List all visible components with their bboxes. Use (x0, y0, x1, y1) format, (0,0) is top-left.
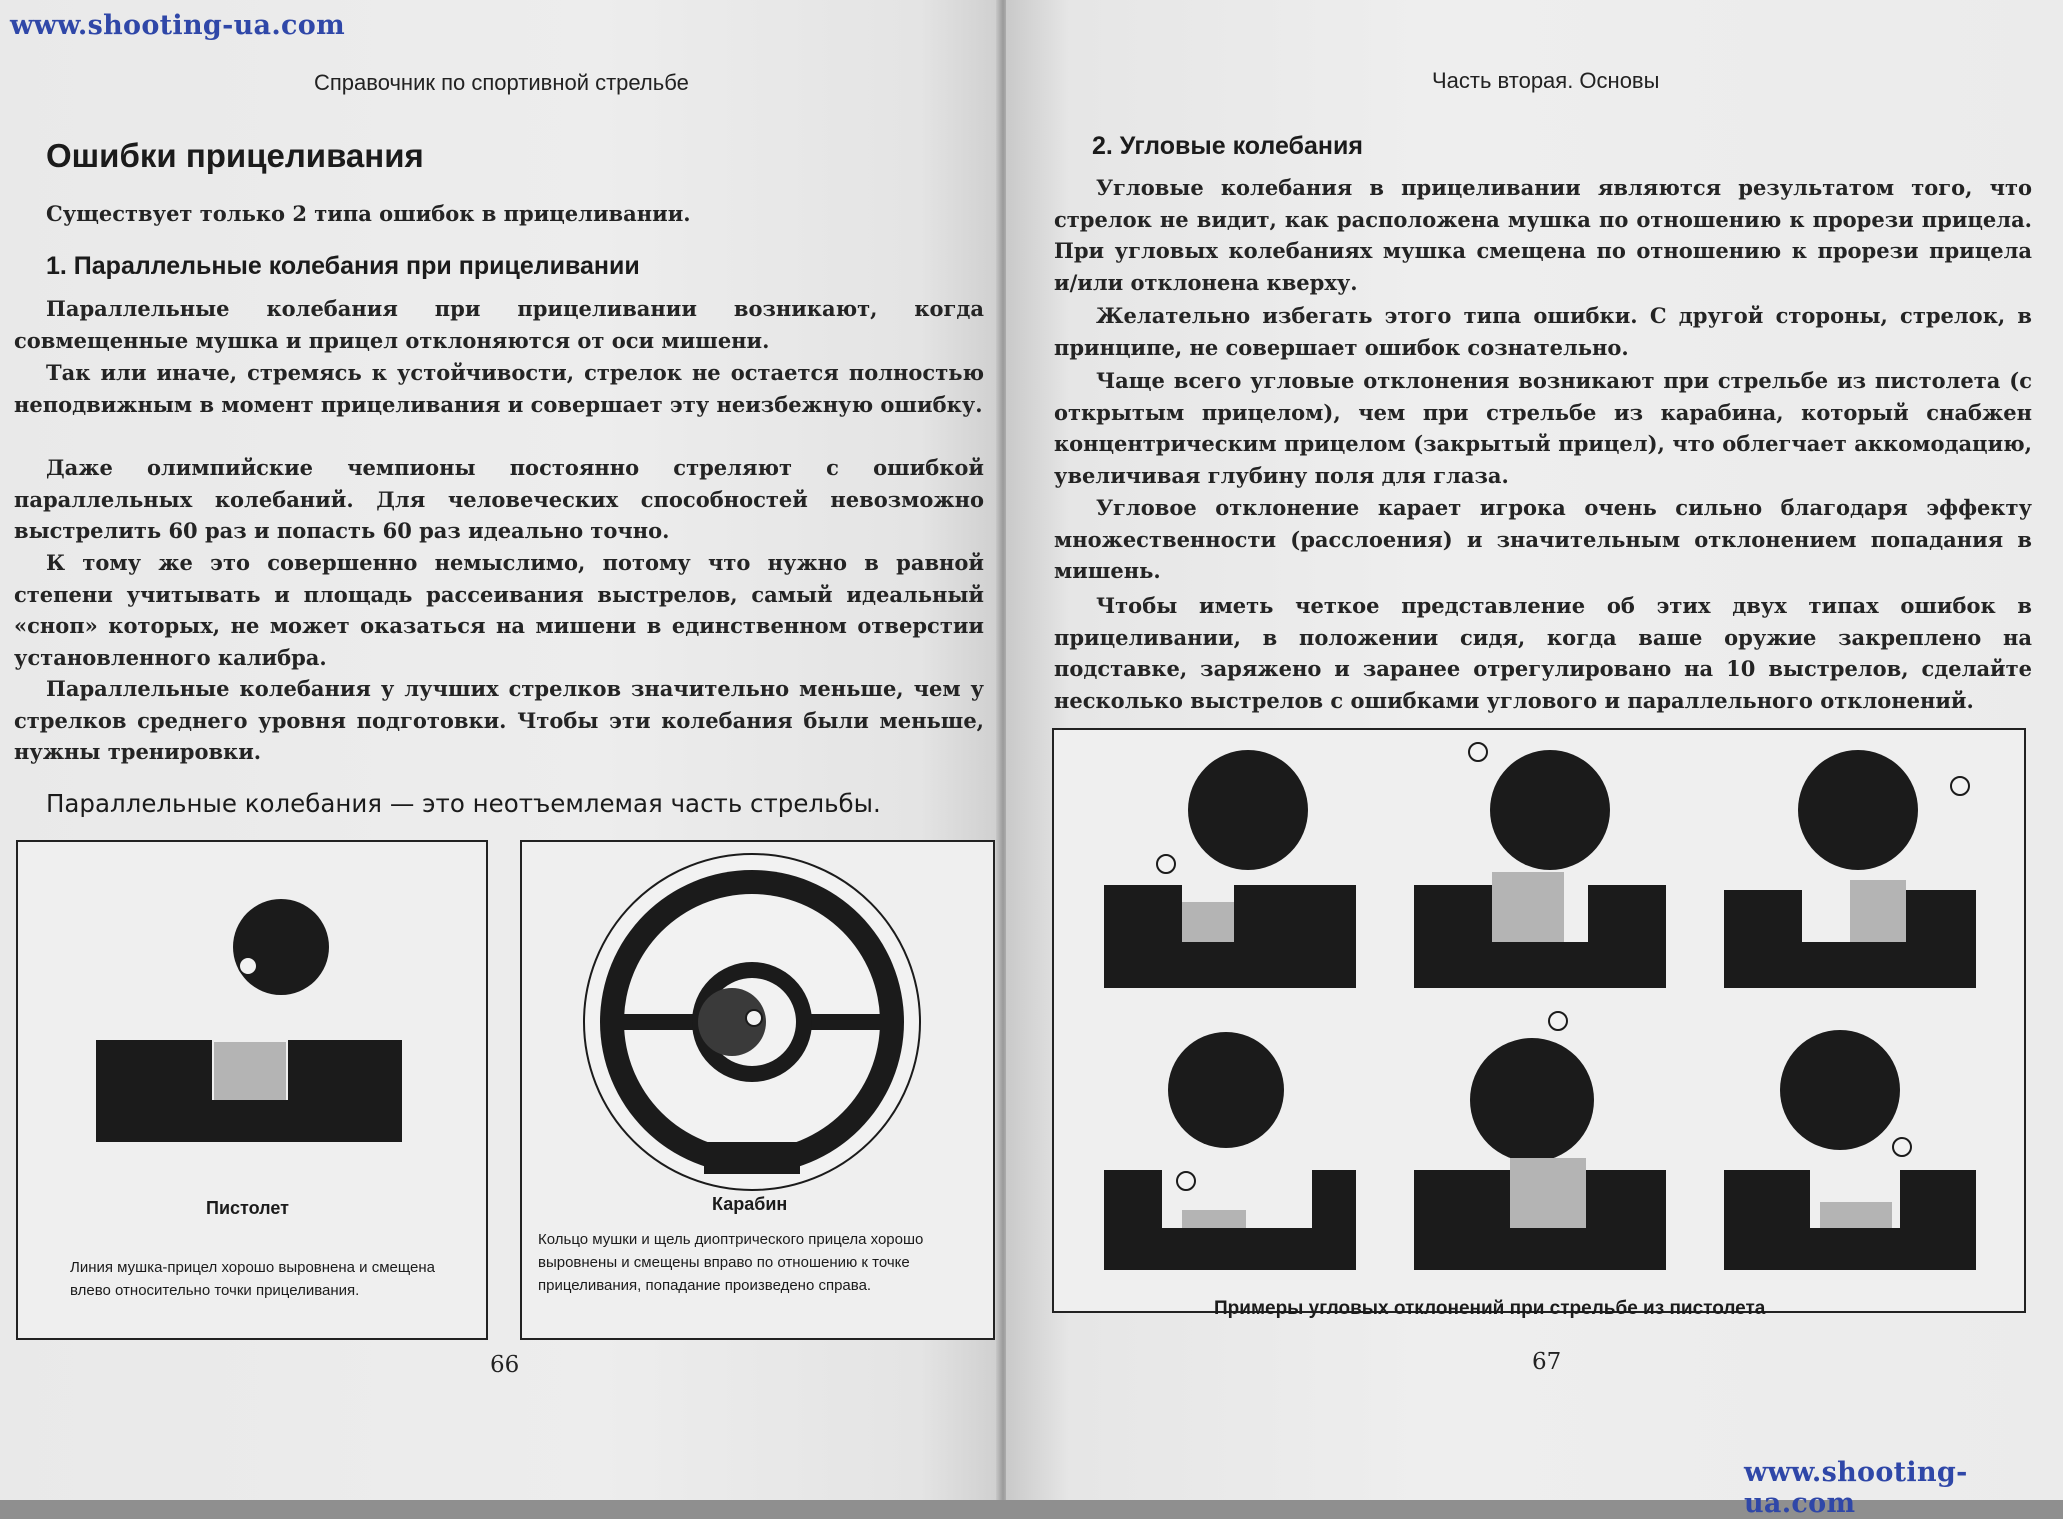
impact-marker (1177, 1172, 1195, 1190)
left-paragraph-3: Даже олимпийские чемпионы постоянно стреляют с ошибкой параллельных колебаний. Для человеческих способностей невозможно выстрелить 60 раз и попасть 60 раз идеально точно. (14, 455, 984, 543)
target-bull (233, 899, 329, 995)
key-statement: Параллельные колебания — это неотъемлемая часть стрельбы. (46, 789, 881, 818)
example-1 (1104, 750, 1356, 988)
front-sight (214, 1042, 286, 1100)
impact-marker (1469, 743, 1487, 761)
right-paragraph-5: Чтобы иметь четкое представление об этих двух типах ошибок в прицеливании, в положении сидя, когда ваше оружие закреплено на подставке, заряжено и заранее отрегулировано на 10 выстрелов, сделайте несколько выстрелов с ошибками углового и параллельного отклонений. (1054, 593, 2032, 713)
impact-marker (239, 957, 257, 975)
right-paragraph-2: Желательно избегать этого типа ошибки. С другой стороны, стрелок, в принципе, не совершает ошибок сознательно. (1054, 303, 2032, 360)
figure-pistol (16, 840, 488, 1340)
figure-angular-caption: Примеры угловых отклонений при стрельбе из пистолета (1214, 1298, 1766, 1319)
page-number-left: 66 (490, 1352, 520, 1378)
right-paragraph-3: Чаще всего угловые отклонения возникают при стрельбе из пистолета (с открытым прицелом), чем при стрельбе из карабина, который снабжен концентрическим прицелом (закрытый прицел), что облегчает аккомодацию, увеличивая глубину поля для глаза. (1054, 368, 2032, 488)
left-paragraph-2: Так или иначе, стремясь к устойчивости, стрелок не остается полностью неподвижным в момент прицеливания и совершает эту неизбежную ошибку. (14, 360, 984, 417)
page-number-right: 67 (1532, 1349, 1562, 1375)
left-paragraph-1: Параллельные колебания при прицеливании возникают, когда совмещенные мушка и прицел отклоняются от оси мишени. (14, 296, 984, 353)
impact-marker (1951, 777, 1969, 795)
example-4 (1104, 1032, 1356, 1270)
figure-angular-deviations (1052, 728, 2026, 1319)
figure-rifle-title: Карабин (712, 1194, 788, 1214)
left-page (0, 0, 1000, 1500)
impact-marker (1549, 1012, 1567, 1030)
running-head-left: Справочник по спортивной стрельбе (314, 70, 689, 95)
left-paragraph-5: Параллельные колебания у лучших стрелков значительно меньше, чем у стрелков среднего уровня подготовки. Чтобы эти колебания были меньше, нужны тренировки. (14, 676, 984, 764)
angular-deviation-diagrams (1054, 730, 2028, 1315)
page-title: Ошибки прицеливания (46, 137, 424, 174)
running-head-right: Часть вторая. Основы (1432, 68, 1660, 93)
example-6 (1724, 1030, 1976, 1270)
section1-heading: 1. Параллельные колебания при прицеливании (46, 252, 640, 280)
watermark-bottom-right: www.shooting-ua.com (1744, 1457, 1968, 1519)
watermark-top-left: www.shooting-ua.com (10, 10, 345, 41)
figure-rifle-caption: Кольцо мушки и щель диоптрического прицела хорошо выровнены и смещены вправо по отношению к точке прицеливания, попадание произведено справа. (538, 1231, 924, 1294)
figure-pistol-title: Пистолет (206, 1198, 289, 1218)
impact-marker (746, 1010, 762, 1026)
intro-paragraph: Существует только 2 типа ошибок в прицеливании. (46, 201, 691, 226)
figure-rifle (520, 840, 995, 1340)
right-page (1006, 0, 2063, 1519)
example-5 (1414, 1012, 1666, 1270)
right-paragraph-1: Угловые колебания в прицеливании являются результатом того, что стрелок не видит, как расположена мушка по отношению к прорези прицела. При угловых колебаниях мушка смещена по отношению к прорези прицела и/или отклонена кверху. (1054, 175, 2032, 295)
example-3 (1724, 750, 1976, 988)
example-2 (1414, 743, 1666, 988)
right-paragraph-4: Угловое отклонение карает игрока очень сильно благодаря эффекту множественности (расслоения) и значительным отклонением попадания в мишень. (1054, 495, 2032, 583)
figure-pistol-caption: Линия мушка-прицел хорошо выровнена и смещена влево относительно точки прицеливания. (70, 1259, 436, 1299)
impact-marker (1157, 855, 1175, 873)
rifle-support (704, 1142, 800, 1174)
left-paragraph-4: К тому же это совершенно немыслимо, потому что нужно в равной степени учитывать и площадь рассеивания выстрелов, самый идеальный «сноп» которых, не может оказаться на мишени в единственном отверстии установленного калибра. (14, 550, 984, 670)
section2-heading: 2. Угловые колебания (1092, 132, 1363, 160)
impact-marker (1893, 1138, 1911, 1156)
